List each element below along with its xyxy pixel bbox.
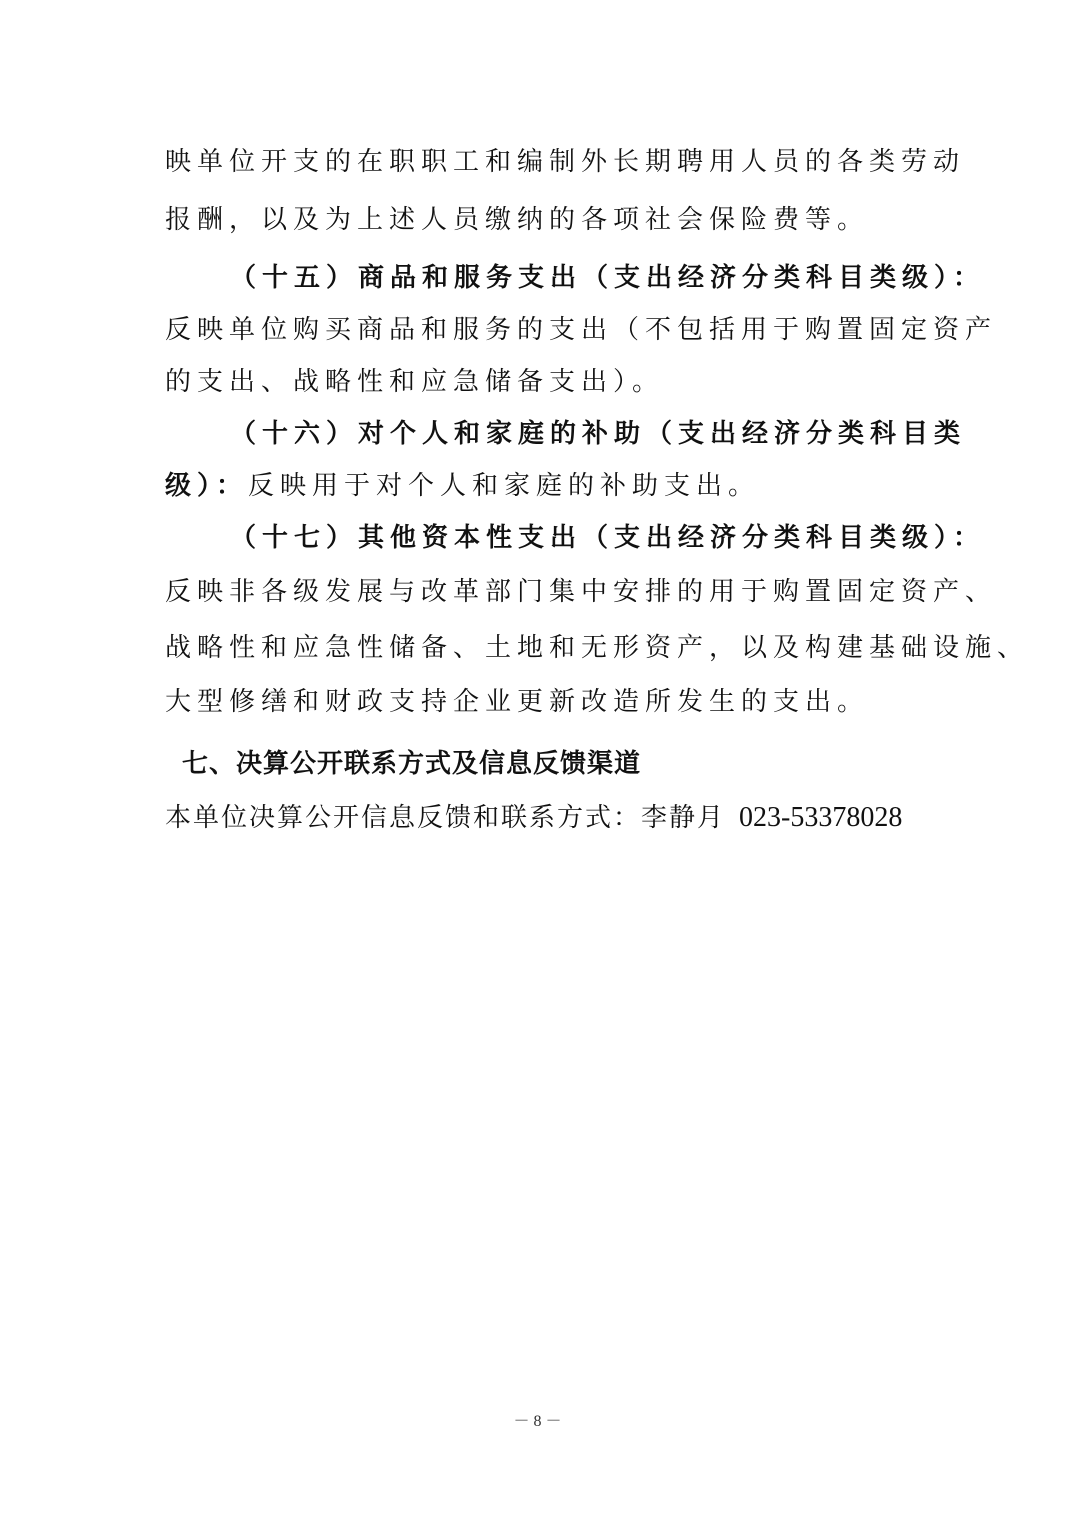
section-16-line	[165, 456, 925, 516]
section-16-heading: （十六）对个人和家庭的补助（支出经济分类科目类	[230, 419, 967, 449]
section-15-line-1: 反映单位购买商品和服务的支出（不包括用于购置固定资产	[165, 315, 998, 345]
section-17-line-1: 反映非各级发展与改革部门集中安排的用于购置固定资产、	[165, 577, 998, 607]
section-17-line-2: 战略性和应急性储备、土地和无形资产，以及构建基础设施、	[165, 633, 1030, 663]
contact-line	[165, 788, 925, 848]
page-number: － 8 －	[513, 1413, 562, 1430]
section-15-heading: （十五）商品和服务支出（支出经济分类科目类级）：	[230, 263, 986, 293]
section-17-line-3: 大型修缮和财政支持企业更新改造所发生的支出。	[165, 687, 870, 717]
section-7-heading: 七、决算公开联系方式及信息反馈渠道	[182, 749, 642, 779]
section-16-heading-cont: 级）：	[165, 471, 249, 501]
section-15-line-2: 的支出、战略性和应急储备支出）。	[165, 367, 665, 397]
contact-phone: 023-53378028	[739, 802, 903, 833]
section-16-text: 反映用于对个人和家庭的补助支出。	[248, 471, 761, 501]
contact-label: 本单位决算公开信息反馈和联系方式：李静月	[165, 803, 726, 833]
section-17-heading: （十七）其他资本性支出（支出经济分类科目类级）：	[230, 523, 986, 553]
body-line-1: 映单位开支的在职职工和编制外长期聘用人员的各类劳动	[165, 147, 966, 177]
body-line-2: 报酬，以及为上述人员缴纳的各项社会保险费等。	[165, 205, 870, 235]
